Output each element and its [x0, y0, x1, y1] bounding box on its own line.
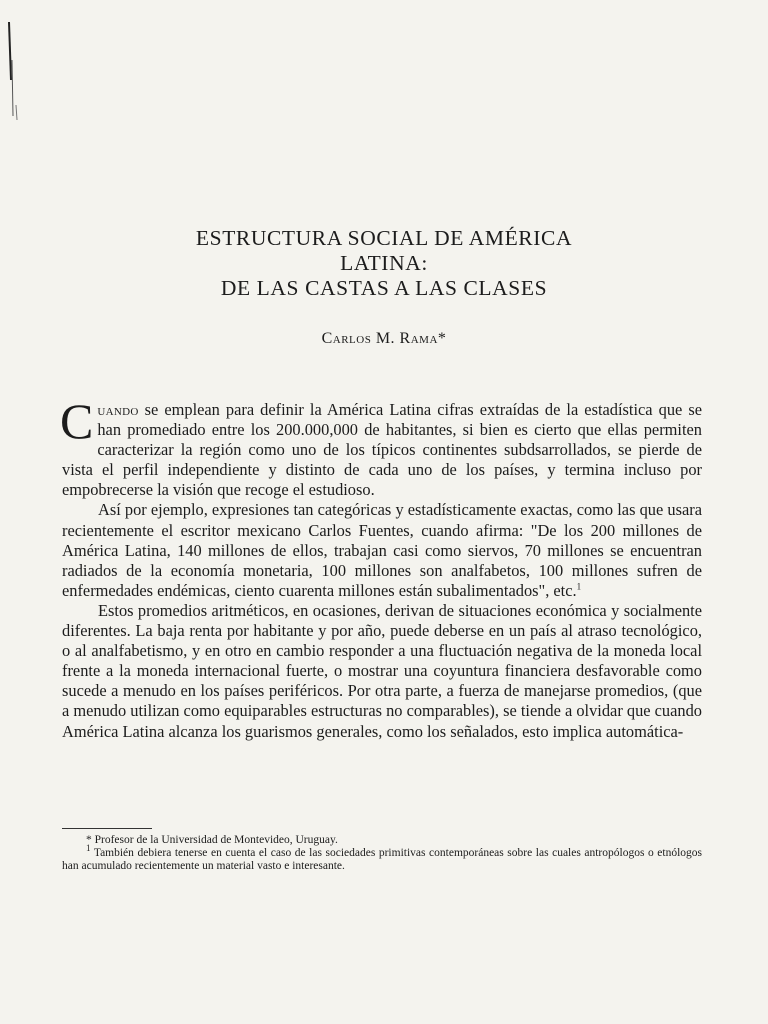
title-line-3: DE LAS CASTAS A LAS CLASES [220, 276, 548, 300]
article-body [60, 393, 702, 742]
footnote-divider [62, 828, 152, 829]
paragraph-2 [62, 500, 702, 600]
paragraph-3 [62, 601, 702, 742]
title-line-1: ESTRUCTURA SOCIAL DE AMÉRICA [195, 226, 573, 250]
paragraph-1 [60, 393, 702, 500]
footnote-ref-1: 1 [576, 581, 582, 592]
footnote-1-text: También debiera tenerse en cuenta el caso de las sociedades primitivas contemporáneas sobre las cuales antropólogos o etnólogos han acumulado recientemente un material vasto e interesante. [62, 847, 702, 872]
drop-cap: C [60, 393, 94, 449]
first-word: uando [97, 400, 139, 419]
paragraph-2-text: Así por ejemplo, expresiones tan categóricas y estadísticamente exactas, como las que usara recientemente el escritor mexicano Carlos Fuentes, cuando afirma: "De los 200 millones de América Latina, 140 millones de ellos, trabajan casi como siervos, 70 millones se encuentran radiados de la economía monetaria, 100 millones son analfabetos, 100 millones sufren de enfermedades endémicas, ciento cuarenta millones están subalimentados", etc. [62, 500, 702, 600]
footnote-author-text: Profesor de la Universidad de Montevideo, Uruguay. [91, 834, 338, 846]
title-line-2: LATINA: [340, 251, 428, 275]
author-name: Carlos M. Rama [321, 330, 438, 347]
footnote-author-mark: * [86, 834, 92, 846]
author-footnote-mark: * [437, 330, 447, 347]
author-byline [0, 330, 768, 348]
footnotes [62, 834, 702, 873]
footnote-1 [62, 843, 702, 873]
paragraph-3-text: Estos promedios aritméticos, en ocasiones, derivan de situaciones económica y socialmente diferentes. La baja renta por habitante y por año, puede deberse en un país al atraso tecnológico, o al analfabetismo, y en otro en cambio responder a una fluctuación negativa de la moneda local frente a la moneda internacional fuerte, o mostrar una coyuntura financiera desfavorable como sucede a menudo en los países periféricos. Por otra parte, a fuerza de manejarse promedios, (que a menudo utilizan como equiparables estructuras no comparables), se tiende a olvidar que cuando América Latina alcanza los guarismos generales, como los señalados, esto implica automática- [62, 600, 702, 741]
footnote-1-mark: 1 [86, 843, 91, 854]
footnote-author [62, 834, 702, 847]
article-title [0, 226, 768, 301]
paragraph-1-text: se emplean para definir la América Latina cifras extraídas de la estadística que se han promediado entre los 200.000,000 de habitantes, si bien es cierto que ellas permiten caracterizar la región como uno de los típicos continentes subdsarrollados, se pierde de vista el perfil independiente y distinto de cada uno de los países, y termina incluso por empobrecerse la visión que recoge el estudioso. [62, 400, 702, 500]
scan-edge-mark [6, 20, 22, 130]
